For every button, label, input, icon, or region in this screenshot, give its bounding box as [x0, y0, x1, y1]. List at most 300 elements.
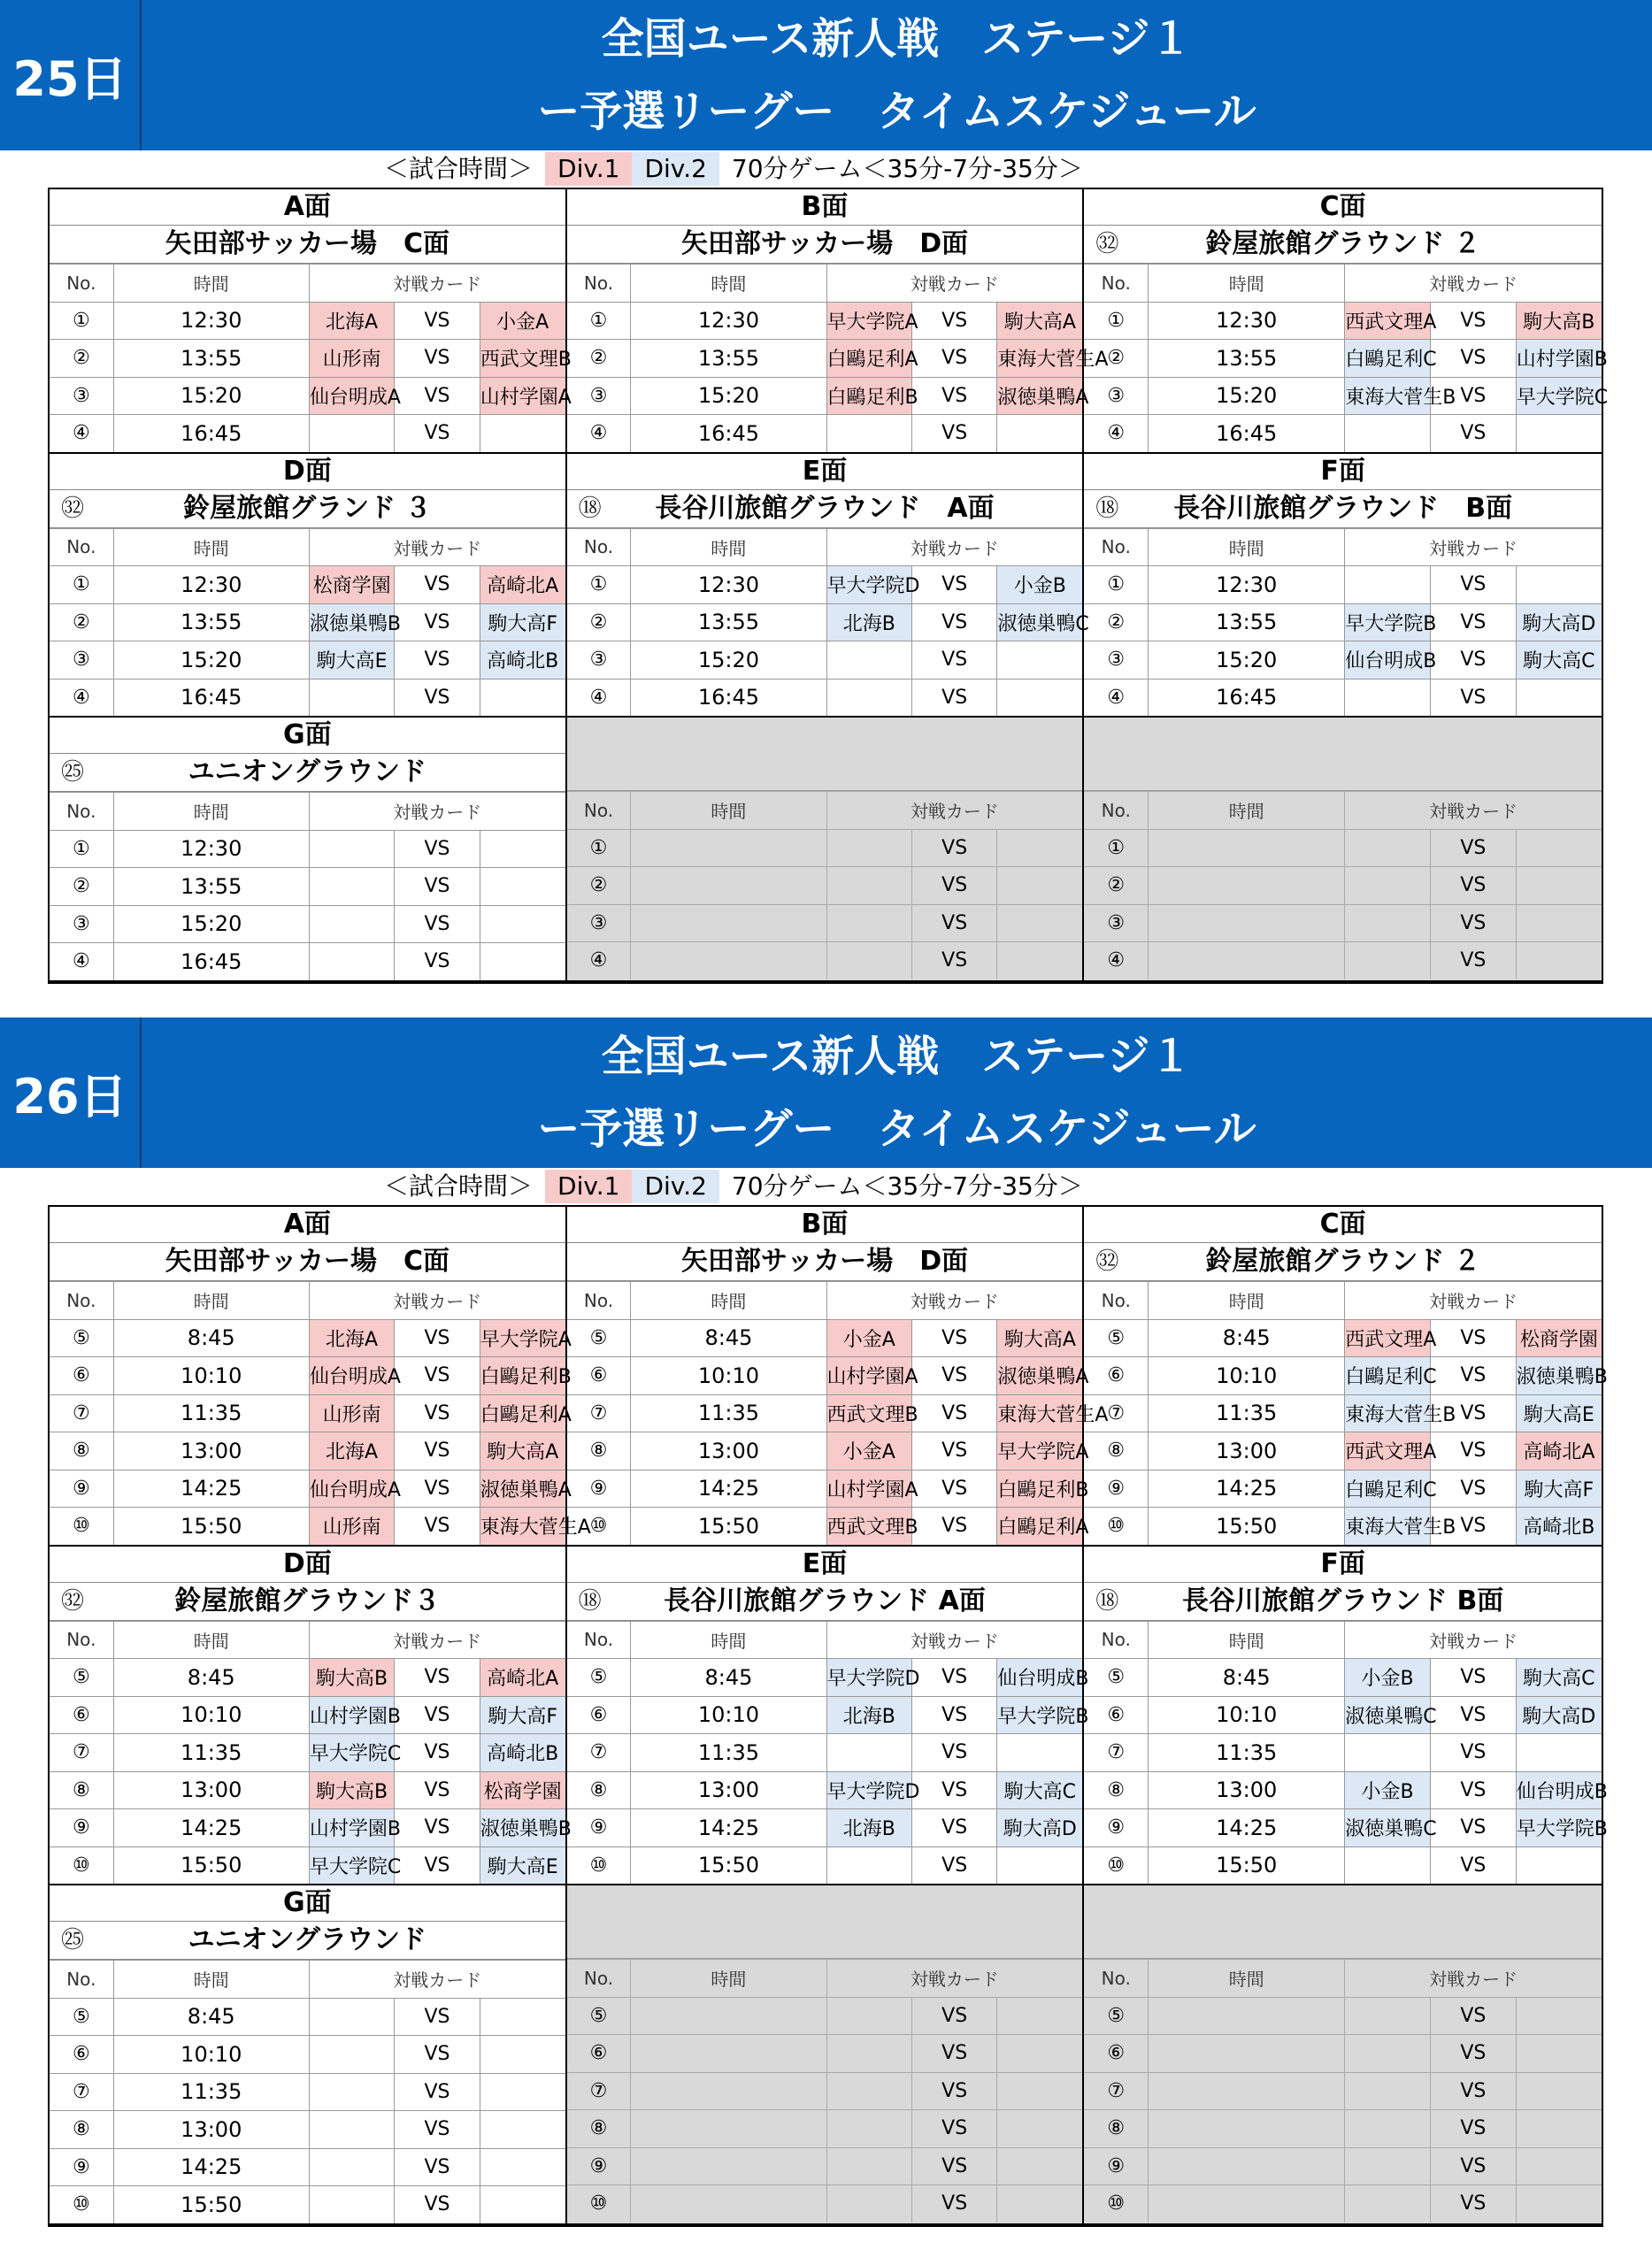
match-time: 11:35	[113, 1394, 309, 1432]
ground-block	[50, 1207, 591, 1547]
col-no: No.	[1084, 1621, 1148, 1659]
vs-label: VS	[1430, 1734, 1516, 1772]
col-time: 時間	[1149, 1282, 1345, 1320]
match-no: ⑧	[1084, 2110, 1148, 2148]
col-card: 対戦カード	[826, 1621, 1082, 1659]
vs-label: VS	[395, 2073, 480, 2111]
vs-label: VS	[395, 1470, 480, 1508]
ground-number	[50, 226, 96, 263]
vs-label: VS	[1430, 1847, 1516, 1884]
match-no: ②	[50, 340, 113, 378]
table-row	[567, 1659, 1083, 1697]
away-team: 松商学園	[1516, 1319, 1602, 1357]
away-team	[480, 943, 565, 980]
vs-label: VS	[1430, 415, 1516, 452]
vs-label: VS	[1430, 829, 1516, 867]
face-label: D面	[50, 1547, 565, 1583]
vs-label: VS	[1430, 1659, 1516, 1697]
match-time	[1149, 829, 1345, 867]
table-row	[1084, 904, 1602, 942]
table-header-row	[1084, 1960, 1602, 1998]
away-team: 早大学院A	[997, 1432, 1082, 1470]
face-label: C面	[1084, 1207, 1602, 1243]
match-time	[1149, 2185, 1345, 2223]
home-team	[1345, 566, 1431, 604]
table-row	[567, 340, 1083, 378]
table-row	[567, 1508, 1083, 1545]
title-banner	[0, 1017, 1652, 1168]
col-time: 時間	[631, 1621, 826, 1659]
home-team: 山村学園B	[309, 1809, 394, 1847]
away-team	[1516, 679, 1602, 716]
away-team	[997, 1997, 1082, 2035]
home-team	[1345, 1997, 1431, 2035]
table-row	[567, 1696, 1083, 1734]
table-row	[50, 679, 565, 716]
ground-header	[1084, 1243, 1602, 1281]
ground-number: ⑱	[1095, 1587, 1119, 1615]
vs-label: VS	[1430, 679, 1516, 716]
table-row	[1084, 1847, 1602, 1884]
col-time: 時間	[1149, 792, 1345, 830]
match-time: 13:55	[1149, 340, 1345, 378]
vs-label: VS	[395, 1847, 480, 1884]
face-label: A面	[50, 189, 565, 226]
away-team: 早大学院A	[480, 1319, 565, 1357]
ground-number: ㉜	[60, 495, 84, 522]
vs-label: VS	[911, 415, 996, 452]
away-team: 小金A	[480, 302, 565, 340]
col-time: 時間	[631, 528, 826, 566]
match-no: ⑥	[1084, 1696, 1148, 1734]
match-time	[1149, 942, 1345, 979]
empty-block	[1084, 1885, 1602, 2225]
table-row	[50, 1696, 565, 1734]
vs-label: VS	[911, 904, 996, 942]
match-no: ⑦	[50, 1734, 113, 1772]
vs-label: VS	[911, 867, 996, 905]
col-time: 時間	[631, 265, 826, 303]
match-time: 14:25	[631, 1470, 826, 1508]
away-team	[1516, 1734, 1602, 1772]
col-time: 時間	[1149, 1960, 1345, 1998]
match-time: 8:45	[631, 1659, 826, 1697]
home-team: 白鷗足利C	[1345, 340, 1431, 378]
vs-label: VS	[395, 2186, 480, 2223]
vs-label: VS	[395, 1659, 480, 1697]
match-no: ⑩	[50, 2186, 113, 2223]
away-team: 山村学園A	[480, 377, 565, 415]
empty-block	[567, 1885, 1085, 2225]
home-team: 早大学院C	[309, 1734, 394, 1772]
ground-number: ㉜	[60, 1587, 84, 1615]
legend-div1: Div.1	[545, 152, 632, 186]
match-no: ③	[567, 377, 631, 415]
col-no: No.	[567, 1960, 631, 1998]
away-team	[997, 942, 1082, 979]
legend-format: 70分ゲーム＜35分-7分-35分＞	[731, 154, 1083, 183]
day-label: 25日	[0, 0, 142, 150]
away-team	[1516, 904, 1602, 942]
vs-label: VS	[911, 1696, 996, 1734]
table-row	[1084, 1394, 1602, 1432]
match-no: ⑤	[50, 1319, 113, 1357]
table-header-row	[50, 1621, 565, 1659]
match-time: 16:45	[631, 679, 826, 716]
home-team: 白鷗足利C	[1345, 1357, 1431, 1395]
home-team: 北海B	[826, 1809, 911, 1847]
match-no: ⑥	[567, 2035, 631, 2073]
match-time	[631, 829, 826, 867]
table-row	[1084, 1432, 1602, 1470]
vs-label: VS	[1430, 340, 1516, 378]
match-time: 15:50	[631, 1847, 826, 1884]
away-team	[480, 415, 565, 452]
home-team	[1345, 942, 1431, 979]
table-row	[1084, 1734, 1602, 1772]
vs-label: VS	[911, 1394, 996, 1432]
match-no: ④	[567, 942, 631, 979]
home-team: 早大学院D	[826, 1771, 911, 1809]
home-team: 北海B	[826, 1696, 911, 1734]
away-team: 高崎北B	[480, 641, 565, 680]
table-row	[567, 904, 1083, 942]
face-label: B面	[567, 1207, 1083, 1243]
home-team	[309, 830, 394, 868]
match-table	[567, 528, 1089, 717]
vs-label: VS	[1430, 1319, 1516, 1357]
match-table	[1084, 264, 1609, 452]
match-table	[1084, 1281, 1608, 1545]
match-table	[50, 1281, 591, 1545]
face-label: G面	[50, 1885, 565, 1922]
table-row	[50, 2148, 565, 2186]
match-time: 16:45	[113, 943, 309, 980]
home-team	[1345, 1734, 1431, 1772]
home-team	[309, 2073, 394, 2111]
home-team	[1345, 829, 1431, 867]
home-team	[309, 2186, 394, 2223]
home-team	[309, 2036, 394, 2074]
match-no: ③	[1084, 377, 1148, 415]
vs-label: VS	[911, 2185, 996, 2223]
table-row	[50, 905, 565, 943]
match-no: ⑩	[50, 1847, 113, 1884]
away-team: 駒大高D	[1516, 603, 1602, 641]
empty-block	[567, 718, 1085, 982]
away-team: 高崎北A	[480, 566, 565, 604]
vs-label: VS	[395, 868, 480, 906]
col-card: 対戦カード	[826, 1960, 1082, 1998]
table-row	[1084, 1659, 1602, 1697]
vs-label: VS	[1430, 1357, 1516, 1395]
match-no: ⑤	[50, 1659, 113, 1697]
face-label: F面	[1084, 454, 1602, 490]
vs-label: VS	[911, 1997, 996, 2035]
col-no: No.	[1084, 1282, 1148, 1320]
vs-label: VS	[395, 1432, 480, 1470]
home-team: 駒大高E	[309, 641, 394, 680]
match-time: 12:30	[113, 830, 309, 868]
vs-label: VS	[911, 1734, 996, 1772]
match-no: ②	[1084, 603, 1148, 641]
away-team	[1516, 829, 1602, 867]
table-header-row	[50, 1282, 565, 1320]
ground-block	[567, 1547, 1089, 1886]
match-no: ①	[1084, 566, 1148, 604]
match-time: 14:25	[631, 1809, 826, 1847]
match-no: ③	[567, 641, 631, 680]
vs-label: VS	[911, 1357, 996, 1395]
away-team: 駒大高A	[997, 1319, 1082, 1357]
table-row	[1084, 2072, 1602, 2110]
table-row	[567, 679, 1083, 716]
match-no: ⑥	[1084, 1357, 1148, 1395]
table-row	[567, 1432, 1083, 1470]
ground-header	[1084, 226, 1602, 264]
vs-label: VS	[911, 942, 996, 979]
match-no: ④	[50, 679, 113, 716]
col-no: No.	[50, 1961, 113, 1999]
match-no: ⑨	[1084, 1809, 1148, 1847]
ground-name: 鈴屋旅館グラウンド３	[174, 1585, 441, 1616]
match-time	[1149, 2035, 1345, 2073]
ground-block	[1084, 1547, 1608, 1886]
vs-label: VS	[911, 1659, 996, 1697]
table-row	[1084, 1319, 1602, 1357]
table-row	[567, 2110, 1083, 2148]
vs-label: VS	[911, 2110, 996, 2148]
match-time: 15:20	[1149, 377, 1345, 415]
col-time: 時間	[1149, 528, 1345, 566]
col-time: 時間	[631, 792, 826, 830]
match-time: 12:30	[113, 302, 309, 340]
home-team: 仙台明成A	[309, 1357, 394, 1395]
away-team: 駒大高E	[1516, 1394, 1602, 1432]
match-time	[631, 1997, 826, 2035]
match-time: 11:35	[113, 2073, 309, 2111]
away-team: 早大学院B	[1516, 1809, 1602, 1847]
match-no: ③	[50, 377, 113, 415]
match-no: ⑩	[567, 1508, 631, 1545]
away-team: 早大学院C	[1516, 377, 1602, 415]
away-team: 高崎北A	[1516, 1432, 1602, 1470]
vs-label: VS	[1430, 2072, 1516, 2110]
col-card: 対戦カード	[309, 1621, 565, 1659]
match-time: 16:45	[631, 415, 826, 452]
match-time: 13:55	[631, 603, 826, 641]
col-time: 時間	[631, 1960, 826, 1998]
ground-number: ㉕	[60, 759, 84, 786]
away-team	[997, 829, 1082, 867]
table-row	[1084, 829, 1602, 867]
table-row	[50, 943, 565, 980]
match-time: 13:55	[113, 868, 309, 906]
col-card: 対戦カード	[309, 1282, 565, 1320]
match-no: ⑧	[1084, 1432, 1148, 1470]
match-time: 11:35	[631, 1734, 826, 1772]
col-card: 対戦カード	[1345, 528, 1602, 566]
away-team	[997, 2185, 1082, 2223]
home-team: 西武文理B	[826, 1394, 911, 1432]
table-row	[567, 415, 1083, 452]
table-row	[50, 868, 565, 906]
match-time	[1149, 1997, 1345, 2035]
match-table	[1084, 1621, 1608, 1885]
vs-label: VS	[1430, 1394, 1516, 1432]
ground-number	[567, 1243, 613, 1280]
match-no: ⑦	[567, 2072, 631, 2110]
away-team: 駒大高C	[997, 1771, 1082, 1809]
vs-label: VS	[911, 1508, 996, 1545]
match-time: 15:50	[631, 1508, 826, 1545]
col-time: 時間	[113, 793, 309, 831]
away-team	[997, 2072, 1082, 2110]
match-no: ⑥	[50, 1696, 113, 1734]
col-no: No.	[567, 265, 631, 303]
face-label: G面	[50, 718, 565, 754]
ground-header	[50, 1243, 565, 1281]
match-no: ⑨	[50, 2148, 113, 2186]
home-team	[1345, 904, 1431, 942]
col-card: 対戦カード	[1345, 265, 1602, 303]
match-table	[567, 264, 1109, 452]
table-row	[50, 1432, 565, 1470]
table-row	[567, 603, 1083, 641]
home-team	[1345, 2110, 1431, 2148]
table-row	[50, 1771, 565, 1809]
match-table	[50, 792, 565, 980]
table-row	[50, 2186, 565, 2223]
match-time: 10:10	[631, 1696, 826, 1734]
home-team: 西武文理A	[1345, 302, 1431, 340]
match-time	[631, 2072, 826, 2110]
table-row	[50, 1508, 565, 1545]
match-time: 16:45	[113, 679, 309, 716]
col-no: No.	[50, 528, 113, 566]
title-block	[142, 1017, 1652, 1168]
match-no: ③	[567, 904, 631, 942]
ground-block	[50, 1885, 567, 2225]
home-team	[309, 868, 394, 906]
match-no: ⑩	[567, 1847, 631, 1884]
table-row	[1084, 603, 1602, 641]
home-team: 東海大菅生B	[1345, 1394, 1431, 1432]
home-team	[309, 415, 394, 452]
match-no: ①	[567, 302, 631, 340]
home-team	[309, 943, 394, 980]
home-team: 淑徳巣鴨C	[1345, 1809, 1431, 1847]
ground-name: 鈴屋旅館グラウンド ２	[1205, 228, 1480, 259]
table-row	[50, 1847, 565, 1884]
away-team	[997, 415, 1082, 452]
match-time: 13:55	[631, 340, 826, 378]
away-team	[1516, 1997, 1602, 2035]
match-time: 15:50	[113, 1508, 309, 1545]
table-row	[1084, 302, 1602, 340]
legend-div1: Div.1	[545, 1170, 632, 1203]
col-card: 対戦カード	[309, 265, 565, 303]
table-row	[50, 415, 565, 452]
match-no: ①	[50, 830, 113, 868]
table-row	[567, 1319, 1083, 1357]
table-row	[1084, 2035, 1602, 2073]
vs-label: VS	[395, 1998, 480, 2036]
face-label: C面	[1084, 189, 1602, 226]
match-no: ⑩	[1084, 2185, 1148, 2223]
away-team: 駒大高F	[480, 603, 565, 641]
home-team	[309, 2111, 394, 2149]
match-no: ⑨	[567, 1809, 631, 1847]
match-time: 15:20	[1149, 641, 1345, 680]
col-no: No.	[50, 265, 113, 303]
table-row	[50, 1394, 565, 1432]
match-time: 14:25	[1149, 1809, 1345, 1847]
col-no: No.	[50, 1621, 113, 1659]
vs-label: VS	[1430, 2035, 1516, 2073]
col-card: 対戦カード	[826, 528, 1082, 566]
schedule-grid	[48, 188, 1609, 984]
table-header-row	[567, 1621, 1083, 1659]
vs-label: VS	[911, 2072, 996, 2110]
table-row	[50, 1998, 565, 2036]
away-team	[1516, 2185, 1602, 2223]
vs-label: VS	[1430, 942, 1516, 979]
vs-label: VS	[911, 1470, 996, 1508]
title-line-1: 全国ユース新人戦 ステージ１	[601, 14, 1193, 64]
table-row	[567, 641, 1083, 680]
ground-name: 矢田部サッカー場 D面	[680, 1246, 969, 1277]
face-label: F面	[1084, 1547, 1602, 1583]
vs-label: VS	[395, 1394, 480, 1432]
match-time: 10:10	[1149, 1696, 1345, 1734]
match-time: 10:10	[113, 1696, 309, 1734]
home-team: 西武文理A	[1345, 1432, 1431, 1470]
table-row	[50, 1809, 565, 1847]
away-team: 駒大高B	[1516, 302, 1602, 340]
vs-label: VS	[395, 2036, 480, 2074]
match-time: 13:55	[1149, 603, 1345, 641]
match-no: ⑥	[50, 1357, 113, 1395]
match-time: 16:45	[1149, 679, 1345, 716]
table-row	[567, 1997, 1083, 2035]
vs-label: VS	[1430, 566, 1516, 604]
table-header-row	[50, 528, 565, 566]
table-row	[1084, 1470, 1602, 1508]
ground-number: ⑱	[1095, 495, 1119, 522]
match-time	[1149, 2147, 1345, 2185]
match-no: ②	[567, 867, 631, 905]
match-no: ⑧	[567, 1771, 631, 1809]
away-team	[997, 867, 1082, 905]
match-time	[1149, 2110, 1345, 2148]
home-team	[1345, 415, 1431, 452]
away-team: 駒大高C	[1516, 1659, 1602, 1697]
vs-label: VS	[395, 377, 480, 415]
home-team: 早大学院D	[826, 1659, 911, 1697]
col-card: 対戦カード	[309, 528, 565, 566]
vs-label: VS	[911, 829, 996, 867]
vs-label: VS	[395, 1357, 480, 1395]
match-time: 10:10	[1149, 1357, 1345, 1395]
match-no: ②	[1084, 340, 1148, 378]
table-row	[1084, 1809, 1602, 1847]
match-no: ⑥	[567, 1357, 631, 1395]
face-label: B面	[567, 189, 1083, 226]
away-team: 早大学院B	[997, 1696, 1082, 1734]
away-team: 淑徳巣鴨C	[997, 603, 1082, 641]
away-team: 駒大高D	[997, 1809, 1082, 1847]
